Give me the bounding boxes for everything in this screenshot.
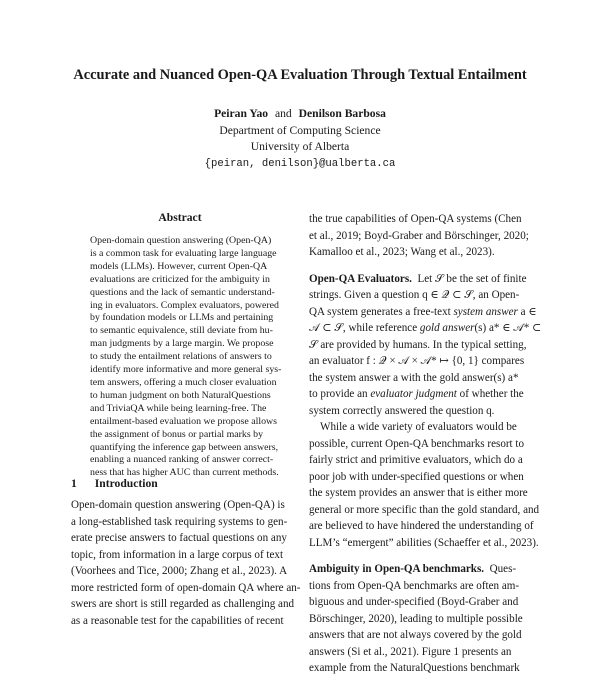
email: {peiran, denilson}@ualberta.ca bbox=[204, 157, 396, 170]
abstract-line: quantifying the inference gap between answers, bbox=[90, 441, 279, 453]
body-line: more restricted form of open-domain QA where an- bbox=[71, 581, 301, 594]
body-line: QA system generates a free-text system answer a ∈ bbox=[309, 305, 537, 318]
body-line: Open-domain question answering (Open-QA) is bbox=[71, 499, 285, 511]
author-1: Peiran Yao bbox=[214, 107, 269, 120]
body-line: Börschinger, 2020), leading to multiple possible bbox=[309, 612, 523, 625]
body-line: LLM’s “emergent” abilities (Schaeffer et al., 2023). bbox=[309, 536, 539, 549]
body-line: the system answer a with the gold answer(s) a* bbox=[309, 371, 519, 384]
body-line: as a reasonable test for the capabilities of recent bbox=[71, 614, 284, 627]
body-line: (Voorhees and Tice, 2000; Zhang et al., 2023). A bbox=[71, 565, 288, 577]
abstract-line: is a common task for evaluating large language bbox=[90, 247, 277, 259]
evaluators-paragraph-line: Open-QA Evaluators. Let 𝒮 be the set of finite bbox=[309, 272, 527, 285]
body-line: While a wide variety of evaluators would be bbox=[320, 421, 517, 433]
introduction-text bbox=[71, 497, 301, 629]
abstract-line: by foundation models or LLMs and pertaining bbox=[90, 312, 274, 324]
body-line: system correctly answered the question q. bbox=[309, 404, 495, 417]
body-line: to provide an evaluator judgment of whether the bbox=[309, 388, 524, 400]
abstract-line: ing in evaluators. Complex evaluators, powered bbox=[90, 299, 279, 311]
abstract-line: models (LLMs). However, current Open-QA bbox=[90, 260, 268, 272]
author-2: Denilson Barbosa bbox=[298, 107, 386, 120]
abstract-line: Open-domain question answering (Open-QA) bbox=[90, 235, 272, 246]
body-line: example from the NaturalQuestions benchmark bbox=[309, 662, 520, 674]
body-line: the true capabilities of Open-QA systems (Chen bbox=[309, 213, 522, 225]
paragraph-heading-evaluators: Open-QA Evaluators. bbox=[309, 272, 412, 285]
abstract-line: to semantic equivalence, still deviate from hu- bbox=[90, 325, 273, 337]
body-line: strings. Given a question q ∈ 𝒬 ⊂ 𝒮, an Open- bbox=[309, 289, 520, 301]
body-line: an evaluator f : 𝒬 × 𝒜 × 𝒜* ↦ {0, 1} compares bbox=[309, 355, 525, 367]
body-line: poor job with under-specified questions or when bbox=[309, 470, 524, 483]
body-line: topic, from information in a large corpus of text bbox=[71, 548, 284, 561]
author-block bbox=[0, 106, 600, 172]
body-line: a long-established task requiring systems to gen- bbox=[71, 515, 288, 528]
ambiguity-paragraph-line: Ambiguity in Open-QA benchmarks. Ques- bbox=[309, 563, 517, 575]
paragraph-heading-ambiguity: Ambiguity in Open-QA benchmarks. bbox=[309, 563, 485, 575]
abstract-line: tem answers, offering a much closer evaluation bbox=[90, 376, 277, 388]
body-line: answers that are not always covered by the gold bbox=[309, 629, 522, 641]
abstract-line: evaluations are criticized for the ambiguity in bbox=[90, 273, 270, 285]
body-line: general or more specific than the gold standard, and bbox=[309, 503, 540, 516]
abstract-line: enabling a nuanced ranking of answer correct- bbox=[90, 454, 274, 466]
body-line: erate precise answers to factual questions on any bbox=[71, 532, 287, 544]
department: Department of Computing Science bbox=[219, 123, 381, 137]
body-line: et al., 2019; Boyd-Graber and Börschinger, 2020; bbox=[309, 229, 529, 242]
body-line: fairly strict and primitive evaluators, which do a bbox=[309, 454, 523, 466]
abstract-heading: Abstract bbox=[158, 211, 202, 224]
abstract-line: the assignment of bonus or partial marks by bbox=[90, 428, 264, 440]
body-line: are believed to have hindered the understanding of bbox=[309, 520, 534, 532]
body-line: 𝒜 ⊂ 𝒮, while reference gold answer(s) a* ∈ 𝒜* ⊂ bbox=[309, 322, 542, 334]
section-title: Introduction bbox=[94, 477, 158, 490]
body-line: 𝒮 are provided by humans. In the typical setting, bbox=[309, 338, 527, 351]
body-line: the system provides an answer that is either more bbox=[309, 487, 528, 499]
abstract-line: identify more informative and more general sys- bbox=[90, 364, 282, 376]
author-names bbox=[0, 106, 600, 123]
body-line: tions from Open-QA benchmarks are often am- bbox=[309, 579, 520, 592]
body-line: biguous and under-specified (Boyd-Graber and bbox=[309, 596, 519, 608]
right-column bbox=[309, 211, 542, 677]
abstract-line: entailment-based evaluation we propose allows bbox=[90, 415, 278, 427]
abstract-text bbox=[90, 235, 282, 480]
section-number: 1 bbox=[71, 477, 77, 490]
abstract-line: questions and the lack of semantic understand- bbox=[90, 286, 275, 298]
abstract-line: ness that has higher AUC than current methods. bbox=[90, 467, 279, 479]
body-line: Kamalloo et al., 2023; Wang et al., 2023). bbox=[309, 246, 495, 258]
paper-title: Accurate and Nuanced Open-QA Evaluation Through Textual Entailment bbox=[73, 67, 527, 83]
university: University of Alberta bbox=[250, 140, 350, 154]
body-line: swers are short is still regarded as challenging and bbox=[71, 598, 295, 610]
abstract-line: to study the entailment relations of answers to bbox=[90, 351, 272, 363]
section-heading-introduction bbox=[71, 476, 158, 492]
author-and: and bbox=[274, 107, 292, 120]
abstract-line: and TriviaQA while being learning-free. The bbox=[90, 402, 267, 414]
body-line: answers (Si et al., 2021). Figure 1 presents an bbox=[309, 645, 512, 658]
body-line: possible, current Open-QA benchmarks resort to bbox=[309, 437, 525, 450]
abstract-line: to human judgment on both NaturalQuestions bbox=[90, 389, 271, 401]
abstract-line: man judgments by a large margin. We propose bbox=[90, 338, 274, 350]
